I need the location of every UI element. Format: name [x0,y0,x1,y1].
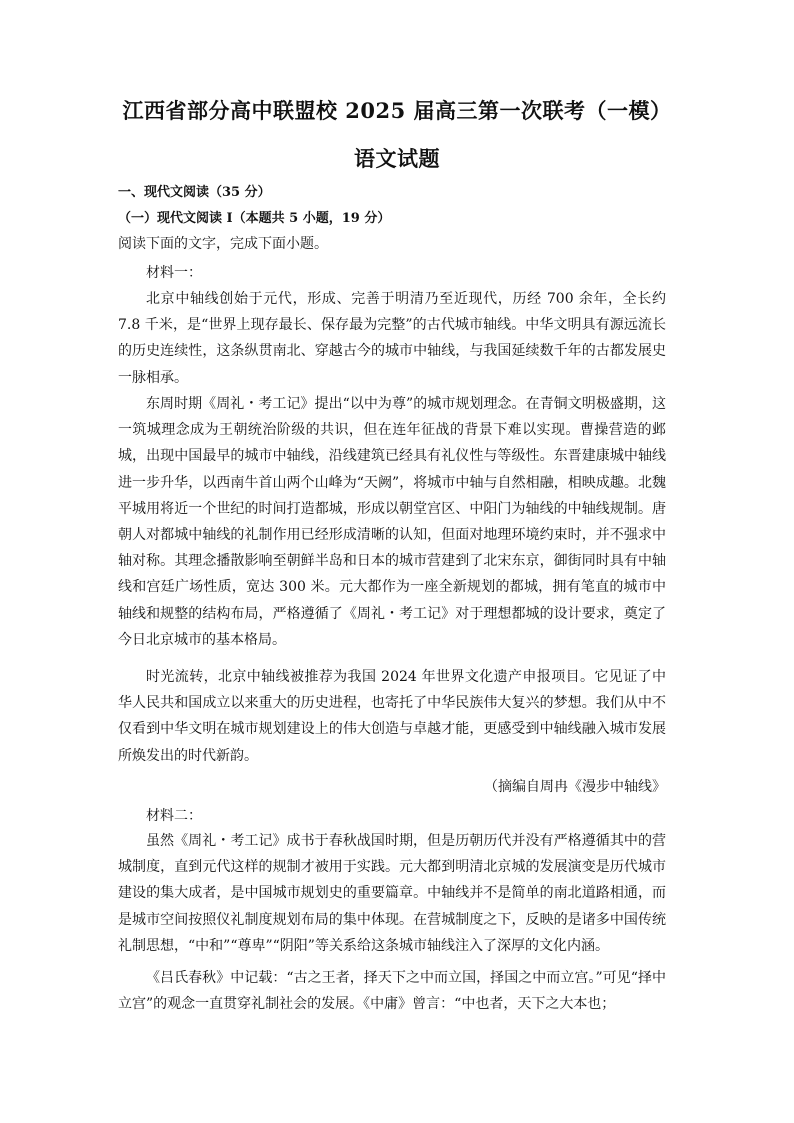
material-2-paragraph-2: 《吕氏春秋》中记载：“古之王者，择天下之中而立国，择国之中而立宫。”可见“择中立宫”的观念一直贯穿礼制社会的发展。《中庸》曾言：“中也者，天下之大本也； [118,970,666,1013]
document-subtitle: 语文试题 [354,146,440,171]
section-heading-part1-1: （一）现代文阅读 I（本题共 5 小题，19 分） [118,211,391,226]
material-2-label: 材料二： [146,808,202,824]
reading-instruction: 阅读下面的文字，完成下面小题。 [118,236,328,252]
section-heading-part1: 一、现代文阅读（35 分） [118,185,271,200]
material-2-paragraph-1: 虽然《周礼・考工记》成书于春秋战国时期，但是历朝历代并没有严格遵循其中的营城制度，直到元代这样的规制才被用于实践。元大都到明清北京城的发展演变是历代城市建设的集大成者，是中国城市规划史的重要篇章。中轴线并不是简单的南北道路相通，而是城市空间按照仪礼制度规划布局的集中体现。在营城制度之下，反映的是诸多中国传统礼制思想，“中和”“尊卑”“阴阳”等关系给这条城市轴线注入了深厚的文化内涵。 [118,833,666,954]
material-1-label: 材料一： [146,265,202,281]
material-1-source: （摘编自周冉《漫步中轴线》 [484,779,666,795]
material-1-paragraph-3: 时光流转，北京中轴线被推荐为我国 2024 年世界文化遗产申报项目。它见证了中华人民共和国成立以来重大的历史进程，也寄托了中华民族伟大复兴的梦想。我们从中不仅看到中华文明在城市规划建设上的伟大创造与卓越才能，更感受到中轴线融入城市发展所焕发出的时代新韵。 [118,669,666,764]
material-1-paragraph-1: 北京中轴线创始于元代，形成、完善于明清乃至近现代，历经 700 余年，全长约 7.8 千米，是“世界上现存最长、保存最为完整”的古代城市轴线。中华文明具有源远流长的历史连续性，这条纵贯南北、穿越古今的城市中轴线，与我国延续数千年的古都发展史一脉相承。 [118,291,666,386]
material-1-paragraph-2: 东周时期《周礼・考工记》提出“以中为尊”的城市规划理念。在青铜文明极盛期，这一筑城理念成为王朝统治阶级的共识，但在连年征战的背景下难以实现。曹操营造的邺城，出现中国最早的城市中轴线，沿线建筑已经具有礼仪性与等级性。东晋建康城中轴线进一步升华，以西南牛首山两个山峰为“天阙”，将城市中轴与自然相融，相映成趣。北魏平城用将近一个世纪的时间打造都城，形成以朝堂宫区、中阳门为轴线的中轴线规制。唐朝人对都城中轴线的礼制作用已经形成清晰的认知，但面对地理环境约束时，并不强求中轴对称。其理念播散影响至朝鲜半岛和日本的城市营建到了北宋东京，御街同时具有中轴线和宫廷广场性质，宽达 300 米。元大都作为一座全新规划的都城，拥有笔直的城市中轴线和规整的结构布局，严格遵循了《周礼・考工记》对于理想都城的设计要求，奠定了今日北京城市的基本格局。 [118,396,666,648]
document-title: 江西省部分高中联盟校 2025 届高三第一次联考（一模） [122,98,672,123]
